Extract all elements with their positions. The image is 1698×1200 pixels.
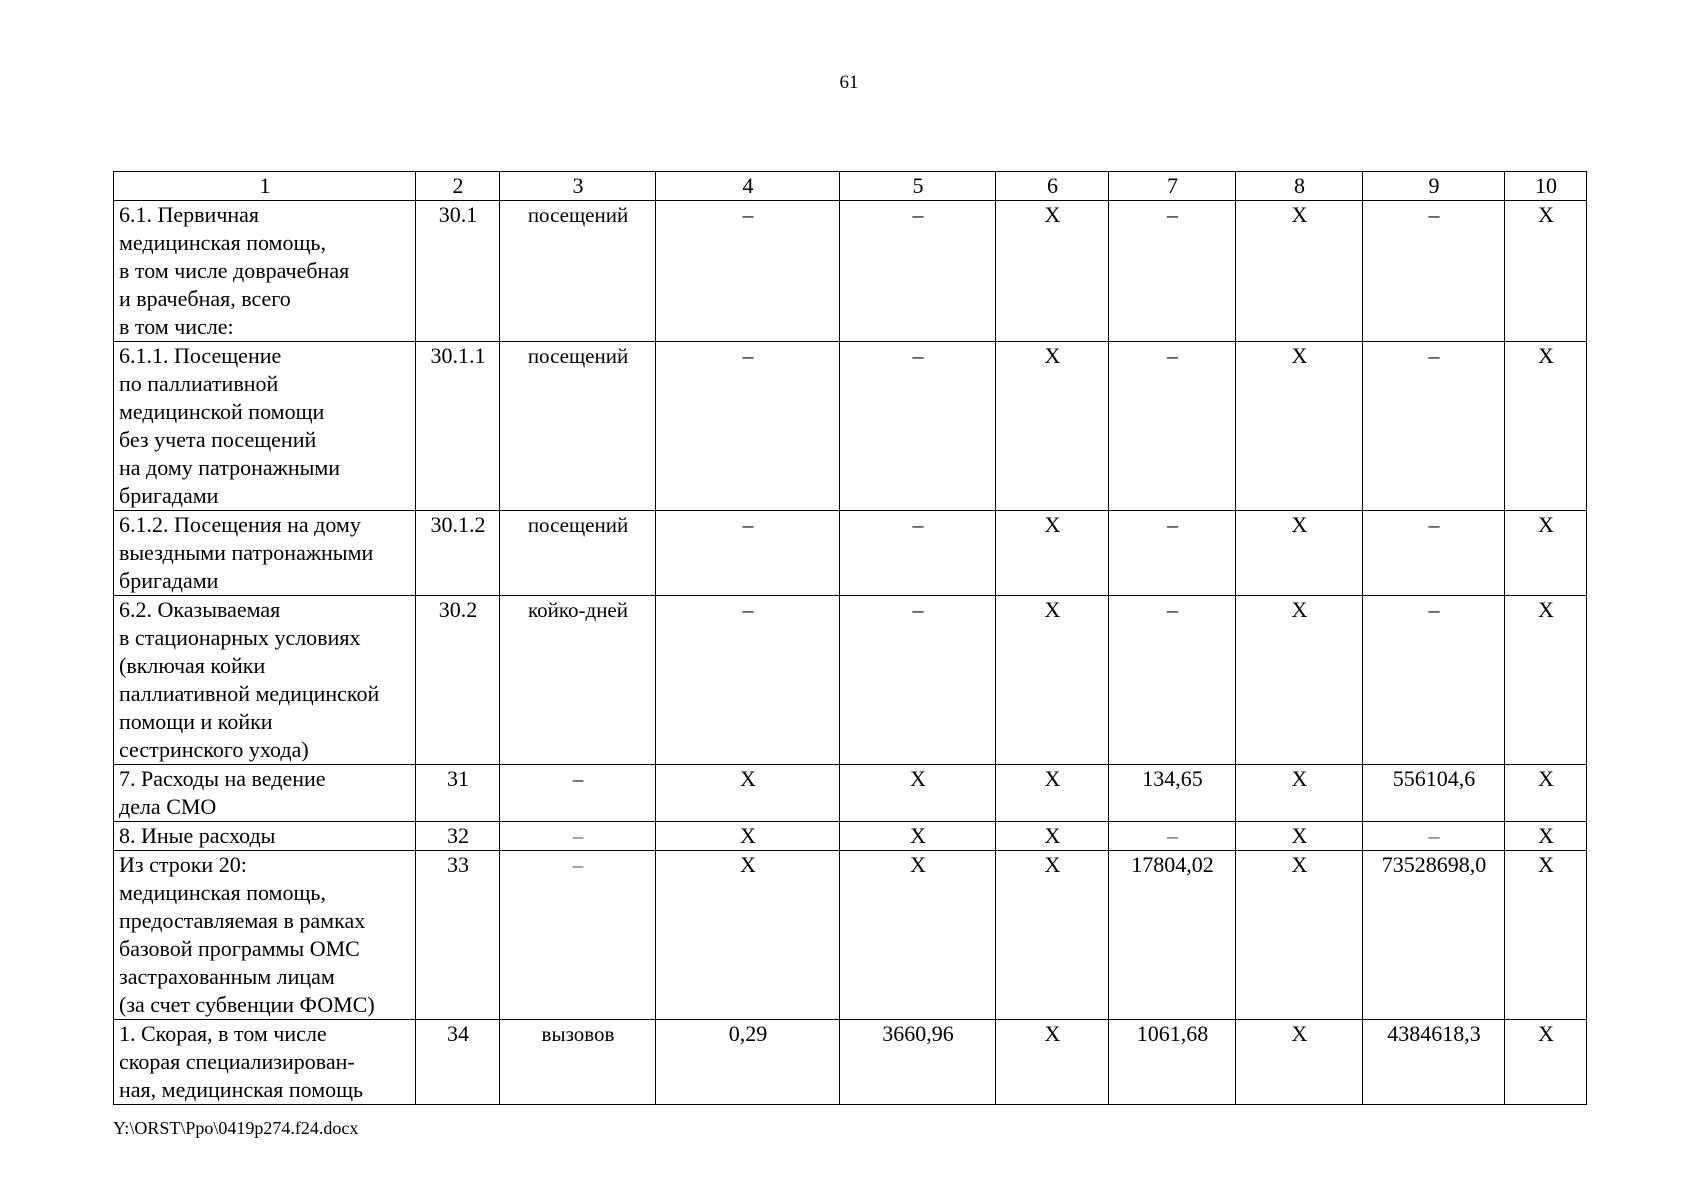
cell-col-2: 33 bbox=[416, 851, 500, 1020]
table-row bbox=[114, 596, 1587, 765]
table-row bbox=[114, 511, 1587, 596]
cell-col-6: Х bbox=[996, 765, 1109, 822]
row-name-line: дела СМО bbox=[119, 794, 217, 819]
cell-col-3: посещений bbox=[500, 342, 656, 511]
cell-col-7: – bbox=[1109, 596, 1236, 765]
cell-col-9: 73528698,0 bbox=[1363, 851, 1505, 1020]
row-name-line: Из строки 20: bbox=[119, 852, 247, 877]
cell-col-6: Х bbox=[996, 511, 1109, 596]
column-header-10: 10 bbox=[1505, 172, 1587, 201]
cell-col-8: Х bbox=[1236, 511, 1363, 596]
row-name-line: и врачебная, всего bbox=[119, 286, 291, 311]
cell-col-10: Х bbox=[1505, 511, 1587, 596]
cell-col-5: 3660,96 bbox=[840, 1020, 996, 1105]
cell-col-7: 17804,02 bbox=[1109, 851, 1236, 1020]
row-name-cell bbox=[114, 765, 416, 822]
row-name-line: в том числе доврачебная bbox=[119, 258, 350, 283]
cell-col-4: – bbox=[656, 511, 840, 596]
cell-col-2: 30.1 bbox=[416, 201, 500, 342]
cell-col-2: 30.2 bbox=[416, 596, 500, 765]
row-name-line: 1. Скорая, в том числе bbox=[119, 1021, 327, 1046]
row-name-line: 7. Расходы на ведение bbox=[119, 766, 326, 791]
cell-col-5: – bbox=[840, 511, 996, 596]
row-name-line: медицинская помощь, bbox=[119, 880, 326, 905]
cell-col-5: – bbox=[840, 201, 996, 342]
row-name-line: (за счет субвенции ФОМС) bbox=[119, 992, 375, 1017]
cell-col-6: Х bbox=[996, 851, 1109, 1020]
cell-col-6: Х bbox=[996, 822, 1109, 851]
table-row bbox=[114, 1020, 1587, 1105]
cell-col-7: – bbox=[1109, 822, 1236, 851]
column-header-3: 3 bbox=[500, 172, 656, 201]
cell-col-9: – bbox=[1363, 822, 1505, 851]
row-name-line: сестринского ухода) bbox=[119, 737, 309, 762]
cell-col-7: – bbox=[1109, 201, 1236, 342]
cell-col-8: Х bbox=[1236, 201, 1363, 342]
table-header bbox=[114, 172, 1587, 201]
table-row bbox=[114, 342, 1587, 511]
table-row bbox=[114, 851, 1587, 1020]
cell-col-9: – bbox=[1363, 342, 1505, 511]
row-name-line: скорая специализирован- bbox=[119, 1049, 355, 1074]
cell-col-5: Х bbox=[840, 765, 996, 822]
data-table bbox=[113, 171, 1587, 1105]
column-header-1: 1 bbox=[114, 172, 416, 201]
cell-col-2: 34 bbox=[416, 1020, 500, 1105]
row-name-cell bbox=[114, 201, 416, 342]
cell-col-6: Х bbox=[996, 596, 1109, 765]
cell-col-9: – bbox=[1363, 201, 1505, 342]
row-name-line: 6.1.2. Посещения на дому bbox=[119, 512, 361, 537]
cell-col-10: Х bbox=[1505, 342, 1587, 511]
cell-col-3: посещений bbox=[500, 201, 656, 342]
cell-col-4: Х bbox=[656, 851, 840, 1020]
column-header-6: 6 bbox=[996, 172, 1109, 201]
cell-col-7: – bbox=[1109, 511, 1236, 596]
cell-col-10: Х bbox=[1505, 851, 1587, 1020]
cell-col-6: Х bbox=[996, 201, 1109, 342]
cell-col-2: 30.1.2 bbox=[416, 511, 500, 596]
cell-col-9: 556104,6 bbox=[1363, 765, 1505, 822]
cell-col-5: Х bbox=[840, 851, 996, 1020]
row-name-cell bbox=[114, 596, 416, 765]
column-header-7: 7 bbox=[1109, 172, 1236, 201]
cell-col-4: 0,29 bbox=[656, 1020, 840, 1105]
cell-col-7: 1061,68 bbox=[1109, 1020, 1236, 1105]
cell-col-3: – bbox=[500, 851, 656, 1020]
cell-col-3: койко-дней bbox=[500, 596, 656, 765]
cell-col-9: – bbox=[1363, 511, 1505, 596]
cell-col-9: – bbox=[1363, 596, 1505, 765]
cell-col-8: Х bbox=[1236, 596, 1363, 765]
cell-col-6: Х bbox=[996, 1020, 1109, 1105]
cell-col-8: Х bbox=[1236, 765, 1363, 822]
cell-col-3: – bbox=[500, 822, 656, 851]
row-name-line: (включая койки bbox=[119, 653, 266, 678]
row-name-line: ная, медицинская помощь bbox=[119, 1077, 364, 1102]
cell-col-2: 30.1.1 bbox=[416, 342, 500, 511]
footer-file-path: Y:\ORST\Ppo\0419p274.f24.docx bbox=[113, 1118, 359, 1138]
row-name-line: паллиативной медицинской bbox=[119, 681, 380, 706]
cell-col-4: Х bbox=[656, 822, 840, 851]
cell-col-5: – bbox=[840, 342, 996, 511]
row-name-line: застрахованным лицам bbox=[119, 964, 335, 989]
cell-col-4: – bbox=[656, 201, 840, 342]
cell-col-10: Х bbox=[1505, 1020, 1587, 1105]
table-body bbox=[114, 201, 1587, 1105]
cell-col-8: Х bbox=[1236, 342, 1363, 511]
row-name-line: базовой программы ОМС bbox=[119, 936, 360, 961]
row-name-cell bbox=[114, 1020, 416, 1105]
row-name-line: в стационарных условиях bbox=[119, 625, 361, 650]
cell-col-4: – bbox=[656, 342, 840, 511]
cell-col-4: Х bbox=[656, 765, 840, 822]
row-name-cell bbox=[114, 851, 416, 1020]
row-name-line: бригадами bbox=[119, 483, 219, 508]
column-header-8: 8 bbox=[1236, 172, 1363, 201]
column-header-2: 2 bbox=[416, 172, 500, 201]
cell-col-9: 4384618,3 bbox=[1363, 1020, 1505, 1105]
row-name-line: по паллиативной bbox=[119, 371, 279, 396]
table-row bbox=[114, 201, 1587, 342]
table-row bbox=[114, 765, 1587, 822]
cell-col-7: – bbox=[1109, 342, 1236, 511]
row-name-line: выездными патронажными bbox=[119, 540, 374, 565]
row-name-line: 6.2. Оказываемая bbox=[119, 597, 281, 622]
cell-col-2: 32 bbox=[416, 822, 500, 851]
row-name-line: предоставляемая в рамках bbox=[119, 908, 366, 933]
row-name-line: 6.1.1. Посещение bbox=[119, 343, 282, 368]
row-name-cell bbox=[114, 342, 416, 511]
row-name-line: без учета посещений bbox=[119, 427, 317, 452]
cell-col-10: Х bbox=[1505, 596, 1587, 765]
row-name-cell bbox=[114, 511, 416, 596]
page-number: 61 bbox=[839, 72, 859, 93]
cell-col-10: Х bbox=[1505, 822, 1587, 851]
row-name-line: бригадами bbox=[119, 568, 219, 593]
cell-col-10: Х bbox=[1505, 765, 1587, 822]
cell-col-3: – bbox=[500, 765, 656, 822]
row-name-line: помощи и койки bbox=[119, 709, 273, 734]
cell-col-10: Х bbox=[1505, 201, 1587, 342]
cell-col-7: 134,65 bbox=[1109, 765, 1236, 822]
cell-col-3: вызовов bbox=[500, 1020, 656, 1105]
cell-col-4: – bbox=[656, 596, 840, 765]
row-name-line: медицинской помощи bbox=[119, 399, 325, 424]
row-name-cell bbox=[114, 822, 416, 851]
cell-col-5: Х bbox=[840, 822, 996, 851]
cell-col-8: Х bbox=[1236, 851, 1363, 1020]
row-name-line: 6.1. Первичная bbox=[119, 202, 260, 227]
cell-col-2: 31 bbox=[416, 765, 500, 822]
column-header-5: 5 bbox=[840, 172, 996, 201]
cell-col-5: – bbox=[840, 596, 996, 765]
column-header-9: 9 bbox=[1363, 172, 1505, 201]
row-name-line: на дому патронажными bbox=[119, 455, 341, 480]
row-name-line: 8. Иные расходы bbox=[119, 823, 276, 848]
table-row bbox=[114, 822, 1587, 851]
column-header-4: 4 bbox=[656, 172, 840, 201]
row-name-line: медицинская помощь, bbox=[119, 230, 326, 255]
cell-col-8: Х bbox=[1236, 822, 1363, 851]
header-row bbox=[114, 172, 1587, 201]
cell-col-8: Х bbox=[1236, 1020, 1363, 1105]
row-name-line: в том числе: bbox=[119, 314, 234, 339]
cell-col-6: Х bbox=[996, 342, 1109, 511]
cell-col-3: посещений bbox=[500, 511, 656, 596]
